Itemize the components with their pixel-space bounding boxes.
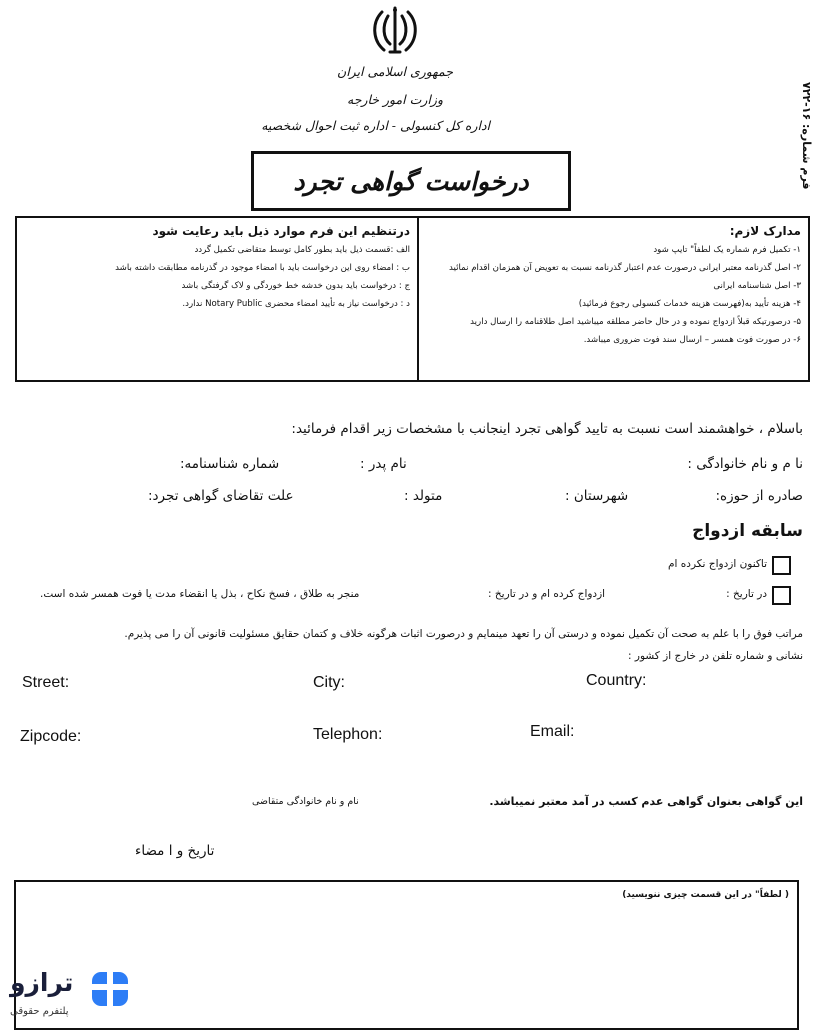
marriage-ended-label: منجر به طلاق ، فسخ نکاح ، بذل یا انقضاء مدت یا فوت همسر شده است. [40,588,360,600]
form-number: فرم شماره: ۱۶-۷۲۲ [800,82,813,190]
instruction-item: ب : امضاء روی این درخواست باید با امضاء موجود در گذرنامه مطابقت داشته باشد [115,263,410,273]
brand-name: ترازو [10,968,74,997]
country-label: Country: [586,672,647,689]
married-label: ازدواج کرده ام و در تاریخ : [488,588,606,600]
instructions-panel [17,218,417,380]
header-country: جمهوری اسلامی ایران [337,64,453,79]
brand-logo [10,966,130,1024]
zipcode-label: Zipcode: [20,728,82,745]
requirement-item: ۳- اصل شناسنامه ایرانی [713,281,801,291]
brand-tagline: پلتفرم حقوقی [10,1006,69,1017]
date-signature-label: تاریخ و ا مضاء [135,843,215,859]
never-married-checkbox[interactable] [772,556,791,575]
birth-label: متولد : [404,488,443,504]
city-label: شهرستان : [565,488,629,504]
requirement-item: ۴- هزینه تأیید به(فهرست هزینه خدمات کنسولی رجوع فرمائید) [578,299,801,309]
instruction-item: د : درخواست نیاز به تأیید امضاء محضری Notary Public ندارد. [182,299,410,309]
form-title: درخواست گواهی تجرد [251,151,571,211]
reason-label: علت تقاضای گواهی تجرد: [148,488,294,504]
requirement-item: ۱- تکمیل فرم شماره یک لطفاً" تایپ شود [653,245,801,255]
marriage-history-title: سابقه ازدواج [692,521,803,541]
email-label: Email: [530,723,575,740]
iran-emblem-icon [368,4,422,58]
office-use-box [14,880,799,1030]
scale-icon [90,970,130,1008]
id-number-label: شماره شناسنامه: [180,456,280,472]
address-label: نشانی و شماره تلفن در خارج از کشور : [628,650,803,662]
full-name-label: نا م و نام خانوادگی : [687,456,803,472]
street-label: Street: [22,674,70,691]
header-ministry: وزارت امور خارجه [347,92,443,107]
header-department: اداره کل کنسولی - اداره ثبت احوال شخصیه [261,118,490,133]
declaration-text: مراتب فوق را با علم به صحت آن تکمیل نموده و درستی آن را تعهد مینمایم و درصورت اثبات هرگونه خلاف و کتمان حقایق مسئولیت قانونی آن را می پذیرم. [124,628,803,640]
income-notice: این گواهی بعنوان گواهی عدم کسب در آمد معتبر نمیباشد. [489,795,803,808]
requirement-item: ۵- درصورتیکه قبلاً ازدواج نموده و در حال حاضر مطلقه میباشید اصل طلاقنامه را ارسال دارید [470,317,801,327]
instruction-item: الف :قسمت ذیل باید بطور کامل توسط متقاضی تکمیل گردد [194,245,410,255]
married-date-label: در تاریخ : [726,588,767,600]
telephone-label: Telephon: [313,726,383,743]
never-married-label: تاکنون ازدواج نکرده ام [668,558,767,570]
married-checkbox[interactable] [772,586,791,605]
greeting-text: باسلام ، خواهشمند است نسبت به تایید گواهی تجرد اینجانب با مشخصات زیر اقدام فرمائید: [291,421,803,437]
requirement-item: ۲- اصل گذرنامه معتبر ایرانی درصورت عدم اعتبار گذرنامه نسبت به تعویض آن همزمان اقدام نمائید [448,263,801,273]
instruction-item: ج : درخواست باید بدون خدشه خط خوردگی و لاک گرفتگی باشد [181,281,410,291]
requirement-item: ۶- در صورت فوت همسر – ارسال سند فوت ضروری میباشد. [583,335,801,345]
issued-from-label: صادره از حوزه: [715,488,803,504]
city-en-label: City: [313,674,345,691]
requirements-panel [419,218,808,380]
instructions-heading: درتنظیم این فرم موارد ذیل باید رعایت شود [152,224,410,238]
office-use-note: ( لطفاً" در این قسمت چیزی ننویسید) [622,890,789,900]
info-table [15,216,810,382]
requirements-heading: مدارک لازم: [729,224,801,238]
applicant-name-label: نام و نام خانوادگی متقاضی [252,796,359,807]
father-name-label: نام پدر : [360,456,407,472]
